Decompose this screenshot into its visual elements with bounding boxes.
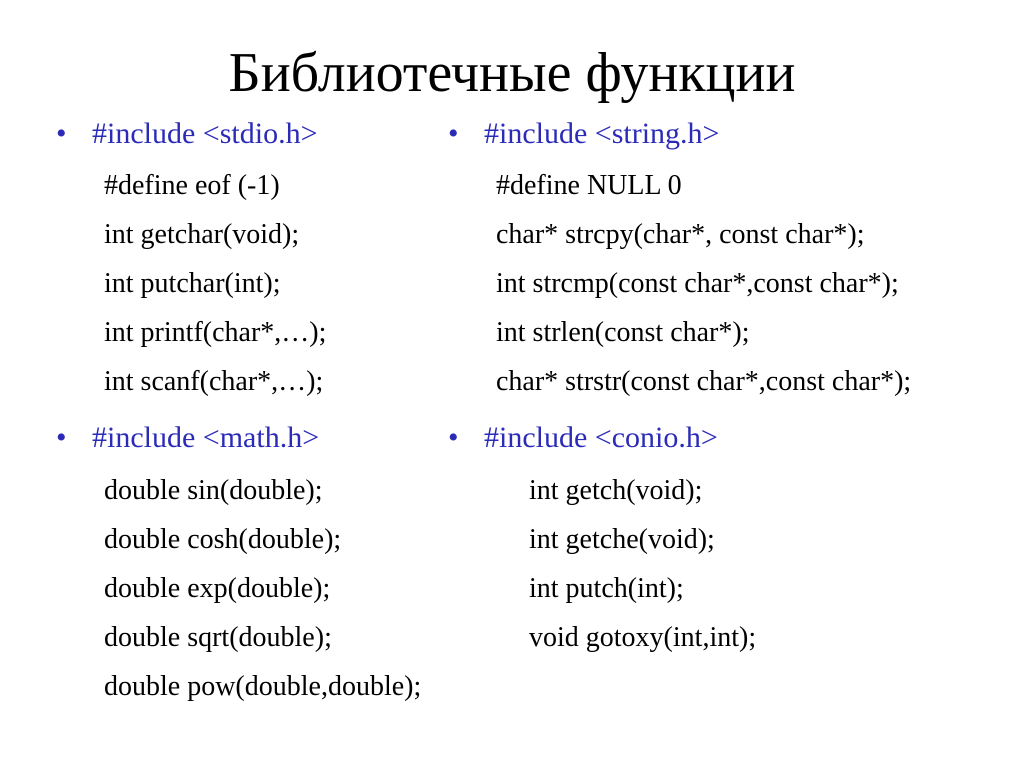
- string-line: char* strcpy(char*, const char*);: [496, 219, 865, 250]
- bullet-math: [56, 420, 319, 456]
- string-line: int strlen(const char*);: [496, 317, 750, 348]
- include-string-header: #include <string.h>: [484, 117, 720, 150]
- slide-title: Библиотечные функции: [228, 42, 796, 104]
- stdio-line: int printf(char*,…);: [104, 317, 327, 348]
- bullet-stdio: [56, 116, 317, 152]
- math-line: double pow(double,double);: [104, 671, 422, 702]
- string-line: #define NULL 0: [496, 170, 682, 201]
- bullet-conio: [448, 420, 718, 456]
- bullet-dot-icon: •: [448, 117, 459, 150]
- conio-line: int putch(int);: [529, 573, 684, 604]
- bullet-dot-icon: •: [56, 117, 67, 150]
- math-line: double cosh(double);: [104, 524, 342, 555]
- bullet-dot-icon: •: [448, 421, 459, 454]
- stdio-line: int putchar(int);: [104, 268, 281, 299]
- conio-line: int getche(void);: [529, 524, 715, 555]
- include-stdio-header: #include <stdio.h>: [92, 117, 318, 150]
- math-line: double sin(double);: [104, 475, 323, 506]
- stdio-line: #define eof (-1): [104, 170, 280, 201]
- conio-line: void gotoxy(int,int);: [529, 622, 757, 653]
- include-math-header: #include <math.h>: [92, 421, 320, 454]
- include-conio-header: #include <conio.h>: [484, 421, 718, 454]
- bullet-string: [448, 116, 719, 152]
- stdio-line: int scanf(char*,…);: [104, 366, 324, 397]
- string-line: char* strstr(const char*,const char*);: [496, 366, 912, 397]
- math-line: double sqrt(double);: [104, 622, 332, 653]
- math-line: double exp(double);: [104, 573, 331, 604]
- conio-line: int getch(void);: [529, 475, 703, 506]
- string-line: int strcmp(const char*,const char*);: [496, 268, 899, 299]
- bullet-dot-icon: •: [56, 421, 67, 454]
- stdio-line: int getchar(void);: [104, 219, 300, 250]
